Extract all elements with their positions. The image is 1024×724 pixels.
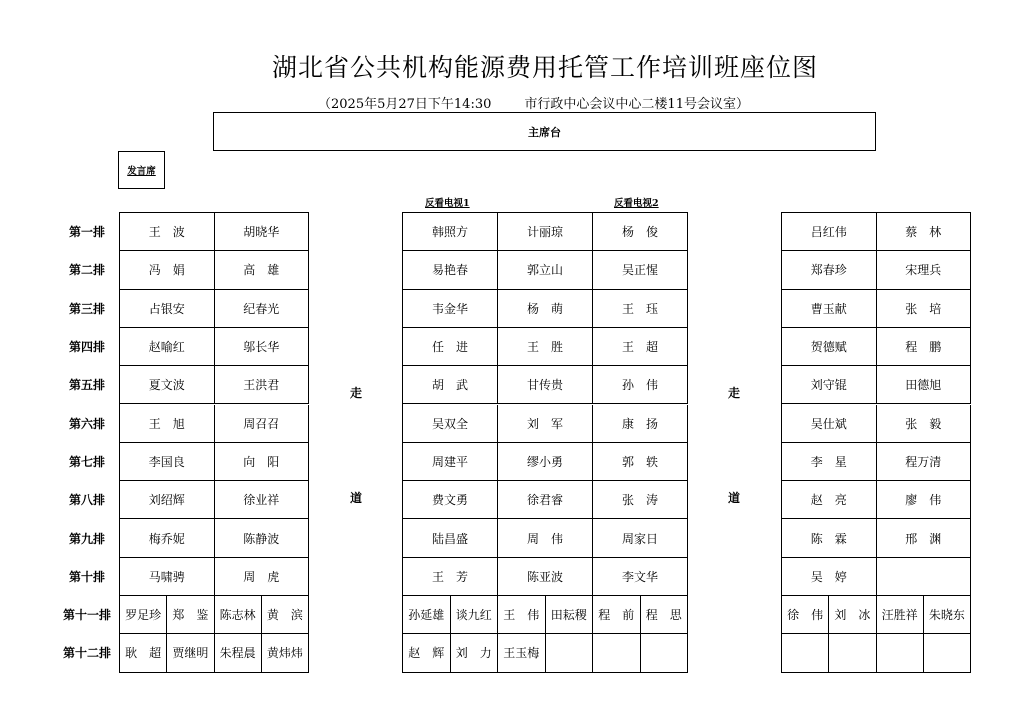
seat-cell: 王 超 <box>593 328 688 366</box>
seat-cell: 孙延雄 <box>403 596 451 634</box>
seat-cell: 吕红伟 <box>782 213 877 251</box>
seat-cell: 田德旭 <box>877 366 972 404</box>
seat-cell: 赵 辉 <box>403 634 451 672</box>
seat-cell: 吴仕斌 <box>782 405 877 443</box>
seat-cell: 贺德赋 <box>782 328 877 366</box>
seat-cell: 杨 萌 <box>498 290 593 328</box>
row-label: 第六排 <box>68 416 105 431</box>
row-label: 第八排 <box>68 493 105 508</box>
seat-cell: 黄 滨 <box>262 596 309 634</box>
row-label: 第十一排 <box>62 608 111 623</box>
middle-block <box>402 212 688 673</box>
seat-cell: 韦金华 <box>403 290 498 328</box>
seat-cell: 王玉梅 <box>498 634 546 672</box>
seat-cell <box>877 634 924 672</box>
seat-cell: 程万清 <box>877 443 972 481</box>
seat-cell: 徐君睿 <box>498 481 593 519</box>
seat-cell: 任 进 <box>403 328 498 366</box>
seat-cell: 黄炜炜 <box>262 634 309 672</box>
seat-cell: 高 雄 <box>215 251 310 289</box>
seat-cell: 吴双全 <box>403 405 498 443</box>
seat-cell: 梅乔妮 <box>120 519 215 557</box>
seat-cell: 郑 鉴 <box>167 596 214 634</box>
seat-cell: 田耘稷 <box>546 596 594 634</box>
seat-cell: 王 芳 <box>403 558 498 596</box>
seat-cell: 邢 渊 <box>877 519 972 557</box>
seat-cell: 罗足珍 <box>120 596 167 634</box>
seat-cell: 刘 力 <box>451 634 499 672</box>
seat-cell: 张 毅 <box>877 405 972 443</box>
seat-cell: 程 思 <box>641 596 689 634</box>
seat-cell: 王 旭 <box>120 405 215 443</box>
seat-cell: 赵喻红 <box>120 328 215 366</box>
seat-cell: 冯 娟 <box>120 251 215 289</box>
row-label: 第一排 <box>68 225 105 240</box>
seat-cell: 陆昌盛 <box>403 519 498 557</box>
seat-cell: 纪春光 <box>215 290 310 328</box>
seat-cell: 王 伟 <box>498 596 546 634</box>
right-block <box>781 212 971 673</box>
seat-cell: 康 扬 <box>593 405 688 443</box>
seat-cell: 曹玉献 <box>782 290 877 328</box>
seat-cell: 程 鹏 <box>877 328 972 366</box>
seat-cell: 王洪君 <box>215 366 310 404</box>
left-block <box>119 212 309 673</box>
seat-cell: 王 珏 <box>593 290 688 328</box>
seat-cell: 刘守锟 <box>782 366 877 404</box>
seat-cell: 吴 婷 <box>782 558 877 596</box>
speaker-label: 发言席 <box>127 166 156 177</box>
seat-cell: 计丽琼 <box>498 213 593 251</box>
seat-cell: 刘绍辉 <box>120 481 215 519</box>
seat-cell: 刘 军 <box>498 405 593 443</box>
seat-cell: 陈亚波 <box>498 558 593 596</box>
seat-cell: 胡晓华 <box>215 213 310 251</box>
row-label: 第五排 <box>68 378 105 393</box>
tv-label-2: 反看电视2 <box>614 198 659 209</box>
seat-cell: 陈志林 <box>215 596 262 634</box>
seat-cell: 李 星 <box>782 443 877 481</box>
seat-cell <box>641 634 689 672</box>
seat-cell: 周家日 <box>593 519 688 557</box>
seat-cell: 邬长华 <box>215 328 310 366</box>
seat-cell: 徐业祥 <box>215 481 310 519</box>
seat-cell: 朱程晨 <box>215 634 262 672</box>
seat-cell: 费文勇 <box>403 481 498 519</box>
aisle-right-char-1: 走 <box>728 386 741 400</box>
seat-cell: 陈 霖 <box>782 519 877 557</box>
seat-cell: 赵 亮 <box>782 481 877 519</box>
seat-cell: 周 伟 <box>498 519 593 557</box>
row-label: 第十排 <box>68 569 105 584</box>
seat-cell: 易艳春 <box>403 251 498 289</box>
seat-cell: 张 培 <box>877 290 972 328</box>
podium-label: 主席台 <box>528 125 561 139</box>
tv-label-1: 反看电视1 <box>425 198 470 209</box>
seat-cell: 郭立山 <box>498 251 593 289</box>
seat-cell: 韩照方 <box>403 213 498 251</box>
seat-cell: 胡 武 <box>403 366 498 404</box>
row-label: 第九排 <box>68 531 105 546</box>
seat-cell: 刘 冰 <box>829 596 876 634</box>
page-title: 湖北省公共机构能源费用托管工作培训班座位图 <box>271 53 818 82</box>
seat-cell: 周建平 <box>403 443 498 481</box>
aisle-right-char-2: 道 <box>728 491 741 505</box>
seat-cell: 徐 伟 <box>782 596 829 634</box>
seat-cell: 占银安 <box>120 290 215 328</box>
seat-cell: 李文华 <box>593 558 688 596</box>
seat-cell: 马啸骋 <box>120 558 215 596</box>
seat-cell: 廖 伟 <box>877 481 972 519</box>
seat-cell: 向 阳 <box>215 443 310 481</box>
row-label: 第四排 <box>68 340 105 355</box>
seat-cell: 吴正惺 <box>593 251 688 289</box>
seat-cell: 耿 超 <box>120 634 167 672</box>
row-label: 第七排 <box>68 454 105 469</box>
seat-cell: 程 前 <box>593 596 641 634</box>
speaker-podium <box>118 151 165 189</box>
aisle-left-char-1: 走 <box>350 386 363 400</box>
seat-cell: 张 涛 <box>593 481 688 519</box>
aisle-left-char-2: 道 <box>350 491 363 505</box>
seat-cell: 朱晓东 <box>924 596 971 634</box>
seat-cell: 缪小勇 <box>498 443 593 481</box>
seat-cell: 李国良 <box>120 443 215 481</box>
seat-cell <box>593 634 641 672</box>
seat-cell: 郑春珍 <box>782 251 877 289</box>
seat-cell <box>782 634 829 672</box>
seat-cell: 宋理兵 <box>877 251 972 289</box>
seat-cell: 蔡 林 <box>877 213 972 251</box>
seat-cell: 汪胜祥 <box>877 596 924 634</box>
seat-cell: 夏文波 <box>120 366 215 404</box>
seat-cell: 周召召 <box>215 405 310 443</box>
seat-cell: 王 波 <box>120 213 215 251</box>
seat-cell <box>829 634 876 672</box>
seat-cell: 陈静波 <box>215 519 310 557</box>
seat-cell: 周 虎 <box>215 558 310 596</box>
seat-cell: 贾继明 <box>167 634 214 672</box>
seat-cell: 王 胜 <box>498 328 593 366</box>
meeting-info: （2025年5月27日下午14:30 市行政中心会议中心二楼11号会议室） <box>318 97 749 112</box>
seat-cell: 甘传贵 <box>498 366 593 404</box>
seat-cell: 谈九红 <box>451 596 499 634</box>
row-label: 第三排 <box>68 301 105 316</box>
row-label: 第十二排 <box>62 646 111 661</box>
seat-cell: 孙 伟 <box>593 366 688 404</box>
podium <box>213 112 876 151</box>
row-label: 第二排 <box>68 263 105 278</box>
seat-cell <box>924 634 971 672</box>
seat-cell <box>877 558 972 596</box>
seat-cell <box>546 634 594 672</box>
seat-cell: 郭 轶 <box>593 443 688 481</box>
seat-cell: 杨 俊 <box>593 213 688 251</box>
